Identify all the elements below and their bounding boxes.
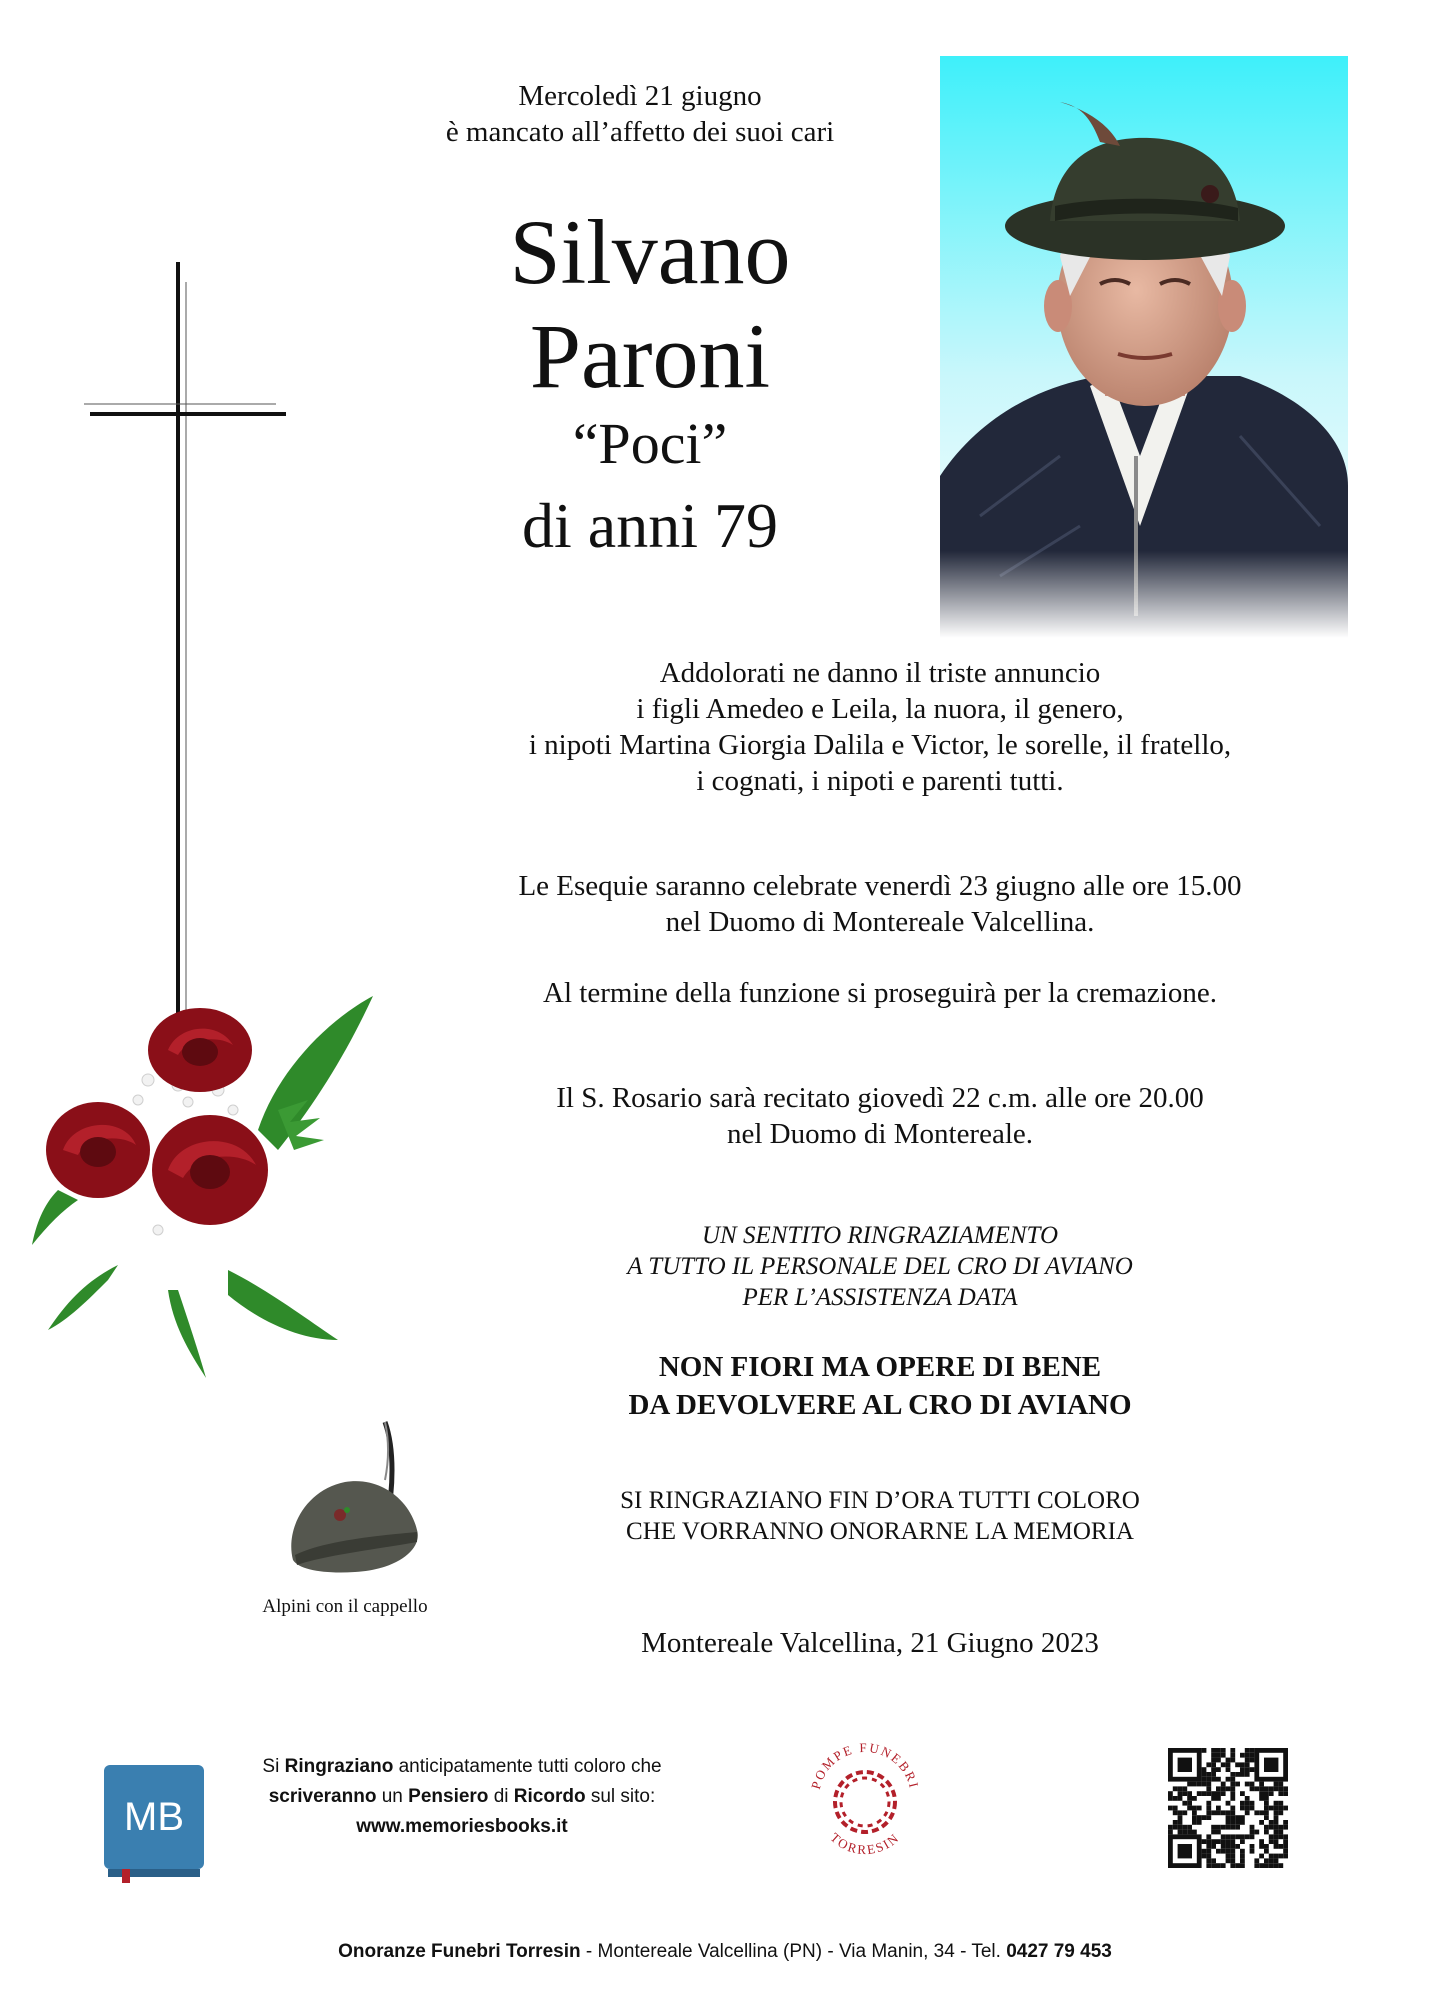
roses-bouquet-icon <box>28 990 378 1380</box>
last-name: Paroni <box>529 305 771 407</box>
age: di anni 79 <box>522 490 778 561</box>
thanks-note <box>480 1220 1280 1313</box>
mb-text-part: sul sito: <box>585 1786 656 1807</box>
first-name: Silvano <box>509 201 791 303</box>
intro-text <box>340 78 940 150</box>
mb-text-part: anticipatamente tutti coloro che <box>393 1756 662 1777</box>
announcement-line: i cognati, i nipoti e parenti tutti. <box>696 765 1064 797</box>
footer-phone: 0427 79 453 <box>1006 1941 1112 1962</box>
memoriesbooks-message <box>212 1752 712 1842</box>
mb-text-bold: Pensiero <box>408 1786 489 1807</box>
rosary-info <box>430 1080 1330 1152</box>
pompe-funebri-logo <box>805 1728 925 1868</box>
announcement-line: i figli Amedeo e Leila, la nuora, il genero, <box>636 693 1124 725</box>
cremation-info: Al termine della funzione si proseguirà per la cremazione. <box>543 977 1217 1009</box>
thanks-line: UN SENTITO RINGRAZIAMENTO <box>701 1222 1059 1249</box>
hat-caption: Alpini con il cappello <box>262 1596 428 1617</box>
mb-text-bold: Ricordo <box>513 1786 586 1807</box>
funeral-info <box>430 868 1330 940</box>
announcement <box>430 655 1330 799</box>
memory-note <box>430 1485 1330 1547</box>
footer-address: - Montereale Valcellina (PN) - Via Manin, 34 - Tel. <box>580 1941 1007 1962</box>
alpine-hat-icon <box>285 1420 425 1585</box>
memoriesbooks-link[interactable]: www.memoriesbooks.it <box>356 1816 568 1837</box>
no-flowers-line: DA DEVOLVERE AL CRO DI AVIANO <box>628 1389 1132 1421</box>
place-and-date: Montereale Valcellina, 21 Giugno 2023 <box>641 1627 1099 1659</box>
pompe-arc-top: POMPE FUNEBRI <box>807 1739 923 1791</box>
pompe-arc-bottom: TORRESIN <box>827 1829 903 1858</box>
no-flowers-line: NON FIORI MA OPERE DI BENE <box>658 1351 1102 1383</box>
thanks-line: A TUTTO IL PERSONALE DEL CRO DI AVIANO <box>627 1253 1133 1280</box>
footer-company: Onoranze Funebri Torresin <box>338 1941 581 1962</box>
deceased-name <box>400 200 900 408</box>
rosary-line: Il S. Rosario sarà recitato giovedì 22 c.m. alle ore 20.00 <box>556 1082 1204 1114</box>
mb-text-part: Si <box>262 1756 285 1777</box>
memory-line: SI RINGRAZIANO FIN D’ORA TUTTI COLORO <box>620 1487 1140 1514</box>
intro-phrase: è mancato all’affetto dei suoi cari <box>445 116 835 148</box>
funeral-line: nel Duomo di Montereale Valcellina. <box>665 906 1095 938</box>
funeral-line: Le Esequie saranno celebrate venerdì 23 giugno alle ore 15.00 <box>518 870 1242 902</box>
mb-text-bold: Ringraziano <box>284 1756 394 1777</box>
memoriesbooks-logo <box>104 1765 204 1883</box>
announcement-line: i nipoti Martina Giorgia Dalila e Victor, le sorelle, il fratello, <box>528 729 1232 761</box>
qr-code-icon[interactable] <box>1168 1748 1288 1868</box>
no-flowers-note <box>430 1348 1330 1424</box>
mb-text-part: di <box>488 1786 514 1807</box>
svg-text:POMPE FUNEBRI <box>808 1740 922 1791</box>
portrait-photo <box>940 56 1348 638</box>
mb-text-part: un <box>376 1786 409 1807</box>
mb-logo-text: MB <box>124 1795 184 1839</box>
footer <box>150 1940 1300 1964</box>
thanks-line: PER L’ASSISTENZA DATA <box>742 1284 1018 1311</box>
memory-line: CHE VORRANNO ONORARNE LA MEMORIA <box>626 1518 1134 1545</box>
mb-text-bold: scriveranno <box>268 1786 377 1807</box>
cross-icon <box>80 262 290 1022</box>
announcement-line: Addolorati ne danno il triste annuncio <box>659 657 1101 689</box>
nickname: “Poci” <box>572 411 728 476</box>
death-date: Mercoledì 21 giugno <box>518 80 762 112</box>
rosary-line: nel Duomo di Montereale. <box>726 1118 1034 1150</box>
